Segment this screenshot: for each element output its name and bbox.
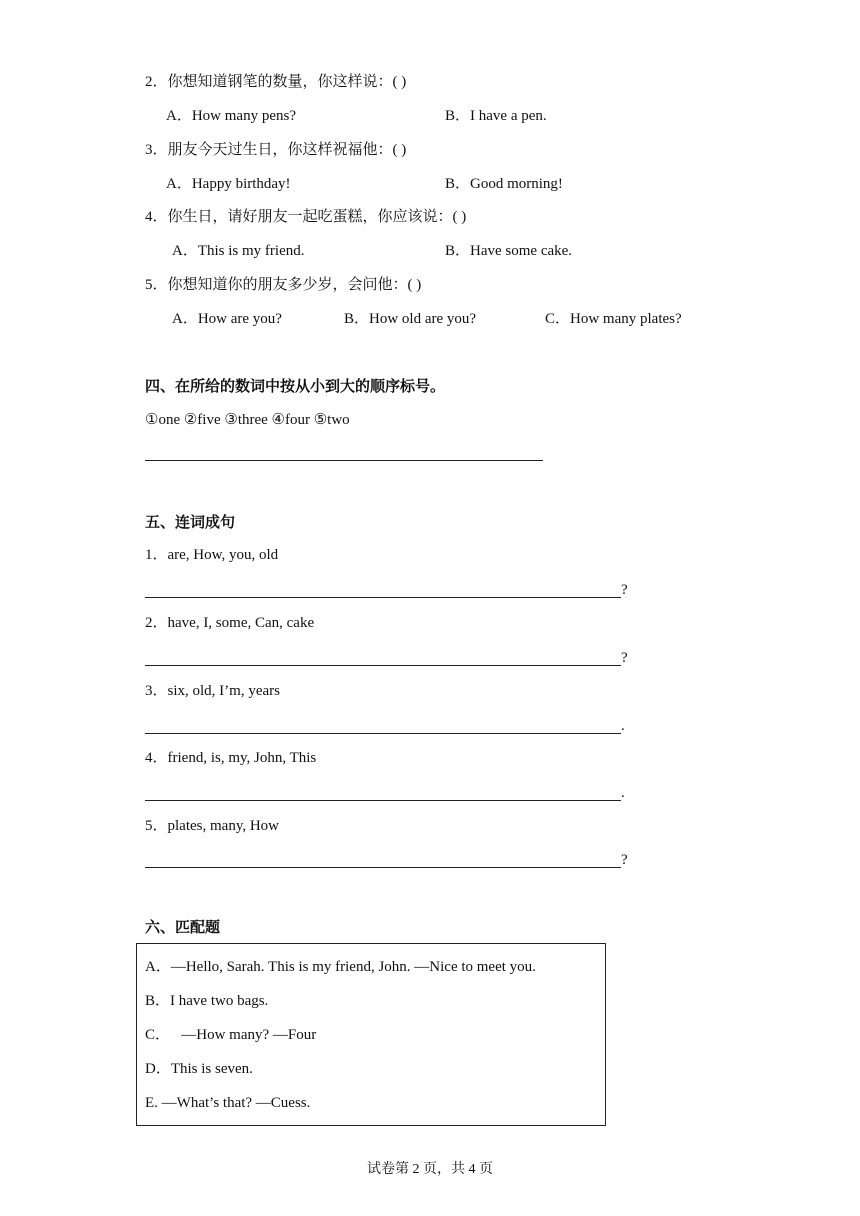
section-5-title: 五、连词成句 <box>145 513 236 531</box>
question-5-option-a: A．How are you? <box>172 311 282 327</box>
question-3-stem: 3．朋友今天过生日，你这样祝福他：( ) <box>145 142 407 158</box>
sentence-5-prompt: 5．plates, many, How <box>145 818 280 834</box>
matching-item-a: A．—Hello, Sarah. This is my friend, John. —Nice to meet you. <box>145 959 536 975</box>
question-2-option-b: B．I have a pen. <box>445 108 547 124</box>
sentence-2-prompt: 2．have, I, some, Can, cake <box>145 615 315 631</box>
matching-item-b: B．I have two bags. <box>145 993 269 1009</box>
matching-item-d: D．This is seven. <box>145 1061 253 1077</box>
section-4-title: 四、在所给的数词中按从小到大的顺序标号。 <box>145 377 446 395</box>
question-2-stem: 2．你想知道钢笔的数量，你这样说：( ) <box>145 74 407 90</box>
question-5-option-b: B．How old are you? <box>344 311 477 327</box>
answer-line[interactable] <box>145 460 543 461</box>
question-4-option-b: B．Have some cake. <box>445 243 573 259</box>
sentence-2-answer-line[interactable] <box>145 665 621 666</box>
question-5-stem: 5．你想知道你的朋友多少岁，会问他：( ) <box>145 277 422 293</box>
question-3-option-a: A．Happy birthday! <box>166 176 291 192</box>
sentence-2-end-mark: ? <box>621 650 628 666</box>
question-4-option-a: A．This is my friend. <box>172 243 305 259</box>
question-4-stem: 4．你生日，请好朋友一起吃蛋糕，你应该说：( ) <box>145 209 467 225</box>
sentence-3-answer-line[interactable] <box>145 733 621 734</box>
page-footer: 试卷第 2 页，共 4 页 <box>367 1162 493 1177</box>
question-2-option-a: A．How many pens? <box>166 108 296 124</box>
question-5-option-c: C．How many plates? <box>545 311 682 327</box>
sentence-3-prompt: 3．six, old, I’m, years <box>145 683 280 699</box>
matching-item-c: C． —How many? —Four <box>145 1027 317 1043</box>
section-6-title: 六、匹配题 <box>145 918 221 936</box>
section-4-words: ①one ②five ③three ④four ⑤two <box>145 412 350 428</box>
matching-item-e: E. —What’s that? —Cuess. <box>145 1095 311 1111</box>
sentence-4-answer-line[interactable] <box>145 800 621 801</box>
sentence-3-end-mark: . <box>621 718 625 734</box>
sentence-1-end-mark: ? <box>621 582 628 598</box>
sentence-5-end-mark: ? <box>621 852 628 868</box>
question-3-option-b: B．Good morning! <box>445 176 563 192</box>
sentence-4-prompt: 4．friend, is, my, John, This <box>145 750 317 766</box>
sentence-1-answer-line[interactable] <box>145 597 621 598</box>
sentence-4-end-mark: . <box>621 785 625 801</box>
sentence-1-prompt: 1．are, How, you, old <box>145 547 279 563</box>
sentence-5-answer-line[interactable] <box>145 867 621 868</box>
